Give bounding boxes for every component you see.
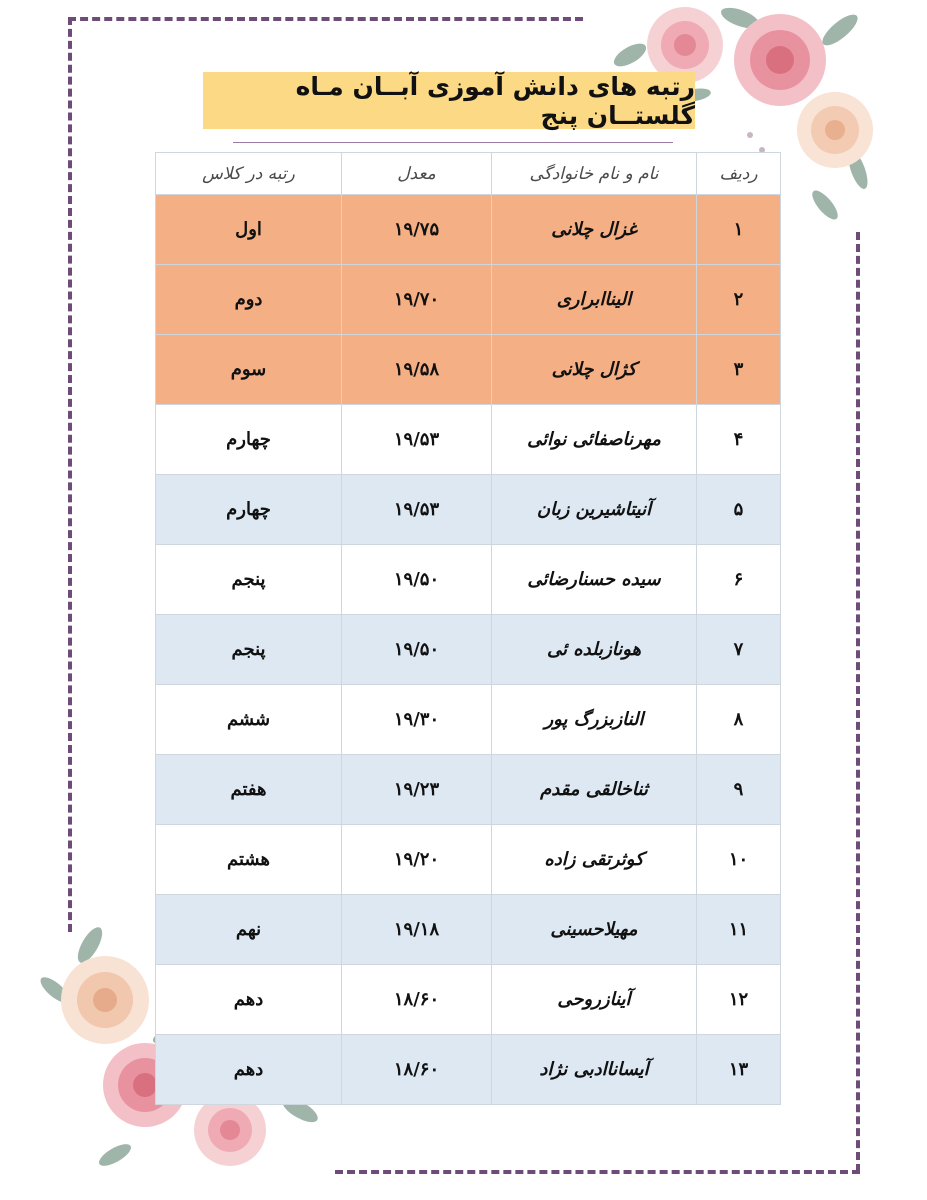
- table-row: [156, 755, 781, 825]
- table-row: [156, 475, 781, 545]
- row-number: ۱۲: [697, 965, 781, 1035]
- student-name: الیناابراری: [492, 265, 697, 335]
- student-rank: دهم: [156, 1035, 342, 1105]
- student-average: ۱۹/۵۰: [342, 615, 492, 685]
- student-rank: چهارم: [156, 405, 342, 475]
- row-number: ۹: [697, 755, 781, 825]
- table-row: [156, 335, 781, 405]
- student-average: ۱۹/۱۸: [342, 895, 492, 965]
- header-class-rank: رتبه در کلاس: [156, 153, 342, 195]
- student-name: غزال چلانی: [492, 195, 697, 265]
- student-average: ۱۹/۷۵: [342, 195, 492, 265]
- student-average: ۱۹/۳۰: [342, 685, 492, 755]
- table-row: [156, 825, 781, 895]
- row-number: ۱۰: [697, 825, 781, 895]
- student-rank: هفتم: [156, 755, 342, 825]
- student-name: النازبزرگ پور: [492, 685, 697, 755]
- student-average: ۱۸/۶۰: [342, 1035, 492, 1105]
- ranking-table: [155, 152, 781, 1105]
- table-row: [156, 685, 781, 755]
- student-rank: پنجم: [156, 615, 342, 685]
- row-number: ۱۱: [697, 895, 781, 965]
- frame-top-border: [68, 17, 583, 21]
- row-number: ۶: [697, 545, 781, 615]
- row-number: ۳: [697, 335, 781, 405]
- student-rank: چهارم: [156, 475, 342, 545]
- table-row: [156, 965, 781, 1035]
- student-average: ۱۹/۷۰: [342, 265, 492, 335]
- table-row: [156, 895, 781, 965]
- row-number: ۱۳: [697, 1035, 781, 1105]
- student-name: مهیلاحسینی: [492, 895, 697, 965]
- student-rank: هشتم: [156, 825, 342, 895]
- table-row: [156, 615, 781, 685]
- student-name: کژال چلانی: [492, 335, 697, 405]
- row-number: ۱: [697, 195, 781, 265]
- student-name: آینازروحی: [492, 965, 697, 1035]
- header-row-number: ردیف: [697, 153, 781, 195]
- header-average: معدل: [342, 153, 492, 195]
- student-rank: ششم: [156, 685, 342, 755]
- title-divider: [233, 142, 673, 143]
- student-average: ۱۹/۵۸: [342, 335, 492, 405]
- student-name: هونازبلده ئی: [492, 615, 697, 685]
- frame-right-border: [856, 232, 860, 1172]
- student-rank: نهم: [156, 895, 342, 965]
- student-name: سیده حسنارضائی: [492, 545, 697, 615]
- student-rank: دهم: [156, 965, 342, 1035]
- student-name: آنیتاشیرین زبان: [492, 475, 697, 545]
- table-row: [156, 405, 781, 475]
- row-number: ۸: [697, 685, 781, 755]
- frame-left-border: [68, 17, 72, 932]
- student-rank: سوم: [156, 335, 342, 405]
- student-average: ۱۹/۲۰: [342, 825, 492, 895]
- frame-bottom-border: [335, 1170, 860, 1174]
- student-name: کوثرتقی زاده: [492, 825, 697, 895]
- student-average: ۱۹/۲۳: [342, 755, 492, 825]
- row-number: ۴: [697, 405, 781, 475]
- row-number: ۷: [697, 615, 781, 685]
- student-average: ۱۹/۵۰: [342, 545, 492, 615]
- table-row: [156, 265, 781, 335]
- table-header-row: [156, 153, 781, 195]
- student-name: آیساناادبی نژاد: [492, 1035, 697, 1105]
- header-full-name: نام و نام خانوادگی: [492, 153, 697, 195]
- table-row: [156, 1035, 781, 1105]
- row-number: ۵: [697, 475, 781, 545]
- page-title: رتبه های دانش آموزی آبــان مـاه گلستــان پنج: [295, 71, 695, 130]
- title-banner: [203, 72, 695, 129]
- student-name: مهرناصفائی نوائی: [492, 405, 697, 475]
- student-average: ۱۸/۶۰: [342, 965, 492, 1035]
- student-rank: اول: [156, 195, 342, 265]
- table-row: [156, 195, 781, 265]
- student-rank: پنجم: [156, 545, 342, 615]
- row-number: ۲: [697, 265, 781, 335]
- table-row: [156, 545, 781, 615]
- student-average: ۱۹/۵۳: [342, 405, 492, 475]
- student-average: ۱۹/۵۳: [342, 475, 492, 545]
- student-rank: دوم: [156, 265, 342, 335]
- student-name: ثناخالقی مقدم: [492, 755, 697, 825]
